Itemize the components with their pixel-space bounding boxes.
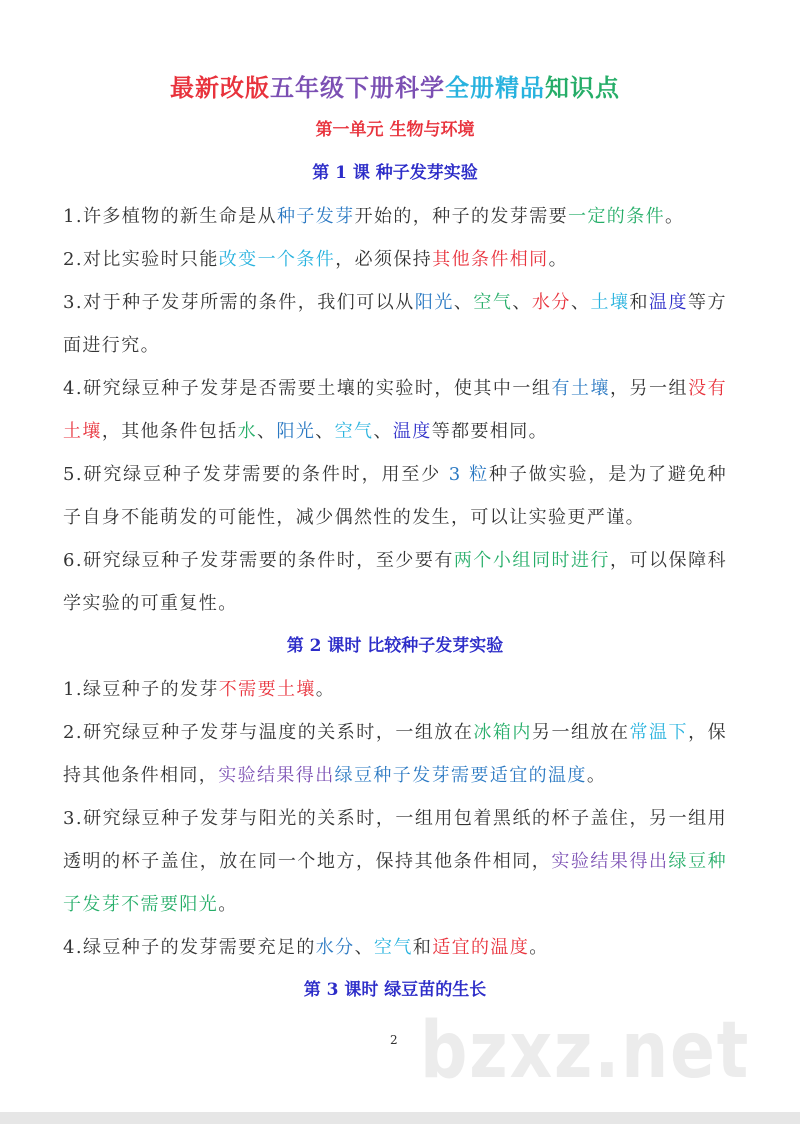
highlight-text: 两个小组同时进行 — [453, 550, 611, 571]
highlight-text: 全册精品 — [445, 73, 545, 102]
highlight-text: 适宜的温度 — [432, 937, 530, 958]
text-segment: 。 — [529, 937, 549, 958]
highlight-text: 第 3 课时 绿豆苗的生长 — [303, 980, 487, 1000]
highlight-text: 常温下 — [629, 722, 689, 743]
text-segment: 4.绿豆种子的发芽需要充足的 — [63, 937, 316, 958]
knowledge-point — [63, 453, 727, 539]
highlight-text: 第 1 课 种子发芽实验 — [312, 163, 478, 183]
text-segment: 、 — [570, 292, 591, 313]
text-segment: 和 — [629, 292, 649, 313]
text-segment: 3.对于种子发芽所需的条件，我们可以从 — [63, 292, 415, 313]
highlight-text: 一定的条件 — [568, 206, 665, 227]
highlight-text: 水 — [237, 421, 258, 442]
text-segment: 1.绿豆种子的发芽 — [63, 679, 219, 700]
highlight-text: 绿豆种子发芽需要适宜的温度 — [334, 765, 587, 786]
highlight-text: 第一单元 生物与环境 — [315, 120, 475, 140]
text-segment: 2.对比实验时只能 — [63, 249, 219, 270]
lesson-heading — [63, 152, 727, 195]
highlight-text: 其他条件相同 — [432, 249, 549, 270]
highlight-text: 绿豆种子发芽不需要阳光 — [63, 851, 727, 915]
highlight-text: 实验结果得出 — [218, 765, 335, 786]
highlight-text: 第 2 课时 比较种子发芽实验 — [286, 636, 504, 656]
knowledge-point — [63, 797, 727, 926]
text-segment: ，必须保持 — [335, 249, 433, 270]
highlight-text: 有土壤 — [551, 378, 610, 399]
next-page — [0, 1124, 800, 1144]
text-segment: 另一组放在 — [531, 722, 630, 743]
text-segment: 3.研究绿豆种子发芽与阳光的关系时，一组用包着黑纸的杯子盖住，另一组用透明的杯子盖住，放在同一个地方，保持其他条件相同， — [63, 808, 727, 872]
highlight-text: 五年级下册科学 — [270, 73, 445, 102]
text-segment: 。 — [315, 679, 336, 700]
highlight-text: 改变一个条件 — [218, 249, 336, 270]
knowledge-point — [63, 539, 727, 625]
highlight-text: 温度 — [649, 292, 689, 313]
highlight-text: 最新改版 — [170, 73, 270, 102]
text-segment: 、 — [354, 937, 374, 958]
highlight-text: 水分 — [531, 292, 571, 313]
text-segment: ，其他条件包括 — [101, 421, 238, 442]
knowledge-point — [63, 195, 727, 238]
text-segment: 4.研究绿豆种子发芽是否需要土壤的实验时，使其中一组 — [63, 378, 552, 399]
text-segment: 2.研究绿豆种子发芽与温度的关系时，一组放在 — [63, 722, 474, 743]
text-segment: 开始的，种子的发芽需要 — [354, 206, 568, 227]
highlight-text: 温度 — [392, 421, 432, 442]
text-segment: 种子做实验，是为了避免种子自身不能萌发的可能性，减少偶然性的发生，可以让实验更严谨。 — [63, 464, 728, 528]
text-segment: 、 — [512, 292, 532, 313]
text-segment: 。 — [665, 206, 685, 227]
text-segment: 、 — [453, 292, 474, 313]
knowledge-point — [63, 926, 727, 969]
highlight-text: 没有土壤 — [63, 378, 727, 442]
text-segment: 1.许多植物的新生命是从 — [63, 206, 277, 227]
highlight-text: 空气 — [473, 292, 513, 313]
text-segment: 、 — [373, 421, 393, 442]
text-segment: 和 — [412, 937, 433, 958]
text-segment: ，保持其他条件相同， — [63, 722, 727, 786]
text-segment: 。 — [586, 765, 607, 786]
highlight-text: 空气 — [374, 937, 413, 958]
text-segment: ，可以保障科学实验的可重复性。 — [63, 550, 727, 614]
highlight-text: 空气 — [334, 421, 374, 442]
text-segment: 6.研究绿豆种子发芽需要的条件时，至少要有 — [63, 550, 454, 571]
text-segment: 5.研究绿豆种子发芽需要的条件时，用至少 — [63, 464, 449, 485]
text-segment: 。 — [548, 249, 568, 270]
highlight-text: 种子发芽 — [276, 206, 355, 227]
knowledge-point — [63, 711, 727, 797]
text-segment: 、 — [315, 421, 335, 442]
knowledge-point — [63, 668, 727, 711]
highlight-text: 阳光 — [414, 292, 454, 313]
text-segment: ，另一组 — [610, 378, 689, 399]
document-title — [63, 66, 727, 109]
unit-heading — [63, 109, 727, 152]
highlight-text: 知识点 — [545, 73, 620, 102]
page-number: 2 — [390, 1033, 398, 1047]
highlight-text: 冰箱内 — [473, 722, 532, 743]
highlight-text: 阳光 — [276, 421, 316, 442]
knowledge-point — [63, 238, 727, 281]
text-segment: 。 — [218, 894, 238, 915]
text-segment: 等方面进行究。 — [63, 292, 727, 356]
highlight-text: 土壤 — [590, 292, 630, 313]
knowledge-point — [63, 367, 727, 453]
watermark: bzxz.net — [420, 1006, 751, 1096]
highlight-text: 实验结果得出 — [551, 851, 669, 872]
text-segment: 等都要相同。 — [431, 421, 549, 442]
page-content — [63, 66, 727, 1012]
knowledge-point — [63, 281, 727, 367]
highlight-text: 水分 — [315, 937, 355, 958]
highlight-text: 不需要土壤 — [218, 679, 316, 700]
lesson-heading — [63, 625, 727, 668]
text-segment: 、 — [257, 421, 277, 442]
highlight-text: 3 粒 — [448, 464, 490, 485]
